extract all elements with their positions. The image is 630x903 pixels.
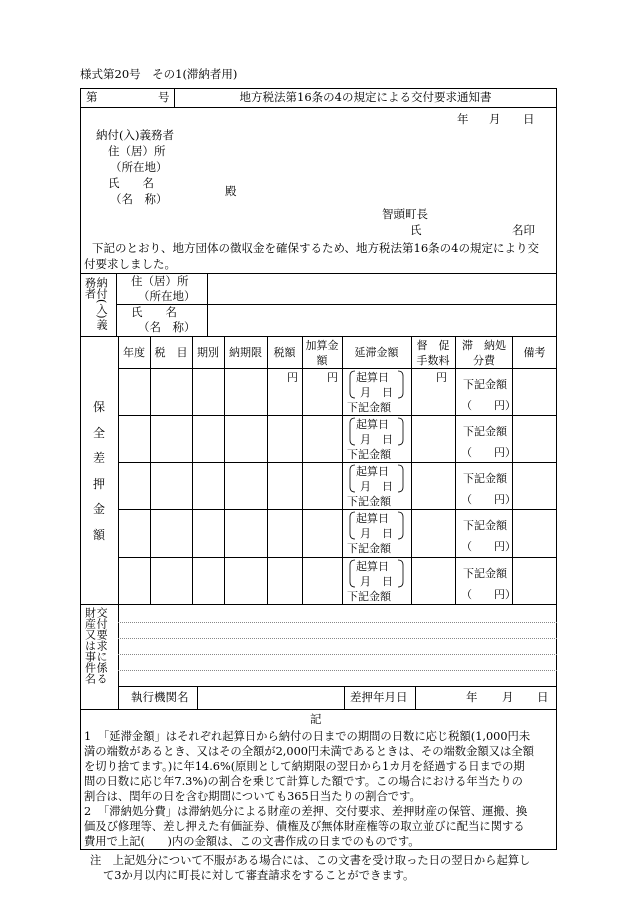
disposition-amount-label: 下記金額	[463, 472, 507, 485]
note-1-line1: 「延滞金額」はそれぞれ起算日から納付の日までの期間の日数に応じ税額(1,000円未	[98, 730, 531, 743]
obligor-name-label: 氏 名	[131, 305, 177, 319]
obligor-label: 納付(入)義務者	[96, 128, 174, 142]
note-2-number: 2	[84, 805, 92, 818]
obligor-address-label: 住（居）所	[131, 274, 189, 288]
location-label: （所在地）	[110, 160, 168, 174]
caution-line2: て3か月以内に町長に対して審査請求をすることができます。	[103, 869, 415, 882]
start-date-label: 起算日	[356, 465, 389, 478]
note-2-line1: 「滞納処分費」は滞納処分による財産の差押、交付要求、差押財産の保管、運搬、換	[98, 805, 528, 818]
caution-line1: 注 上記処分について不服がある場合には、この文書を受け取った日の翌日から起算し	[90, 854, 531, 867]
go-label: 号	[158, 90, 170, 104]
delinquency-amount-label: 下記金額	[347, 495, 391, 508]
date-year-label: 年	[457, 112, 469, 126]
executing-agency-label: 執行機関名	[131, 690, 189, 704]
note-1-line5: 割合は、閏年の日を含む期間についても365日当たりの割合です。	[84, 790, 421, 803]
month-day-label: 月 日	[360, 386, 393, 399]
notes-heading: 記	[310, 712, 322, 726]
body-text-line1: 下記のとおり、地方団体の徴収金を確保するため、地方税法第16条の4の規定により交	[92, 241, 539, 255]
disposition-amount-label: 下記金額	[463, 378, 507, 391]
date-day-label: 日	[523, 112, 535, 126]
note-1-line2: 満の端数があるとき、又はその全額が2,000円未満であるときは、その端数金額又は全額	[84, 745, 534, 758]
disposition-amount-label: 下記金額	[463, 425, 507, 438]
col-header-remarks: 備考	[523, 346, 546, 359]
honorific: 殿	[225, 184, 237, 198]
document-title: 地方税法第16条の4の規定による交付要求通知書	[239, 90, 492, 104]
delinquency-amount-label: 下記金額	[347, 448, 391, 461]
tax-amount-yen: 円	[287, 371, 298, 384]
date-month-label: 月	[489, 112, 501, 126]
seizure-year-label: 年	[466, 690, 478, 704]
disposition-yen: （ 円）	[461, 493, 516, 506]
sender-name-label: 氏	[410, 223, 422, 237]
disposition-yen: （ 円）	[461, 399, 516, 412]
reminder-fee-yen: 円	[436, 371, 447, 384]
month-day-label: 月 日	[360, 575, 393, 588]
note-1-number: 1	[84, 730, 92, 743]
delinquency-amount-label: 下記金額	[347, 590, 391, 603]
surcharge-yen: 円	[327, 371, 338, 384]
disposition-amount-label: 下記金額	[463, 519, 507, 532]
start-date-label: 起算日	[356, 418, 389, 431]
date-brackets	[342, 336, 411, 604]
disposition-yen: （ 円）	[461, 588, 516, 601]
number-label: 第	[86, 90, 98, 104]
start-date-label: 起算日	[356, 560, 389, 573]
seizure-date-label: 差押年月日	[350, 690, 408, 704]
seizure-month-label: 月	[502, 690, 514, 704]
address-label: 住（居）所	[108, 144, 166, 158]
col-header-surcharge: 加算金額	[305, 339, 339, 367]
col-header-reminder-fee: 督 促手数料	[416, 339, 450, 367]
col-header-tax-amount: 税額	[273, 346, 296, 359]
month-day-label: 月 日	[360, 480, 393, 493]
start-date-label: 起算日	[356, 371, 389, 384]
note-2-line2: 価及び修理等、差し押えた有価証券、債権及び無体財産権等の取立並びに配当に関する	[84, 820, 525, 833]
note-1-line3: を切り捨てます。)に年14.6%(原則として納期限の翌日から1カ月を経過する日までの期	[84, 760, 525, 773]
body-text-line2: 付要求しました。	[84, 257, 176, 271]
delinquency-amount-label: 下記金額	[347, 401, 391, 414]
sender-office: 智頭町長	[382, 207, 428, 221]
col-header-due-date: 納期限	[229, 346, 262, 359]
seal-label: 名印	[512, 223, 535, 237]
col-header-disposition-cost: 滞 納処分費	[462, 339, 506, 367]
start-date-label: 起算日	[356, 512, 389, 525]
obligor-location-label: （所在地）	[138, 289, 196, 303]
month-day-label: 月 日	[360, 527, 393, 540]
disposition-yen: （ 円）	[461, 446, 516, 459]
col-header-period: 期別	[197, 346, 219, 359]
disposition-yen: （ 円）	[461, 540, 516, 553]
name-label: 氏 名	[108, 176, 154, 190]
obligor-section-label: 納付(入)義務者	[83, 277, 109, 330]
note-1-line4: 間の日数に応じ年7.3%)の割合を乗じて計算した額です。この場合における年当たりの	[84, 775, 523, 788]
obligor-name-alt-label: （名 称）	[138, 320, 196, 334]
property-section-label: 交付要求に係る財産又は事件名	[83, 607, 109, 684]
note-2-line3: 費用で上記( )内の金額は、この文書作成の日までのものです。	[84, 835, 420, 848]
delinquency-amount-label: 下記金額	[347, 542, 391, 555]
disposition-amount-label: 下記金額	[463, 567, 507, 580]
month-day-label: 月 日	[360, 433, 393, 446]
seizure-amount-label: 保全差押金額	[93, 400, 106, 542]
seizure-day-label: 日	[537, 690, 549, 704]
col-header-year: 年度	[123, 346, 145, 359]
col-header-delinquency: 延滞金額	[354, 346, 399, 359]
form-number: 様式第20号 その1(滞納者用)	[80, 67, 238, 81]
col-header-tax-item: 税 目	[154, 346, 188, 359]
name-alt-label: （名 称）	[110, 192, 168, 206]
